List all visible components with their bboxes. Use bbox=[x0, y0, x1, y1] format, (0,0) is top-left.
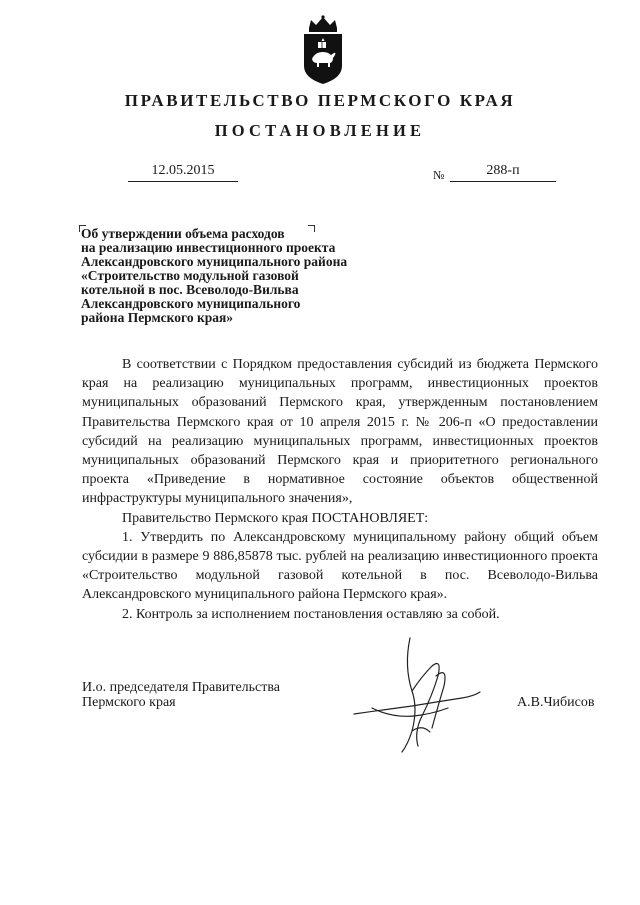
body-paragraph: 2. Контроль за исполнением постановления оставляю за собой. bbox=[122, 606, 500, 622]
document-subject bbox=[81, 227, 381, 325]
government-title: ПРАВИТЕЛЬСТВО ПЕРМСКОГО КРАЯ bbox=[124, 91, 516, 110]
subject-line: Александровского муниципального района bbox=[81, 254, 348, 269]
subject-line: «Строительство модульной газовой bbox=[81, 268, 299, 283]
signatory-title bbox=[82, 680, 280, 710]
signatory-title-line: Пермского края bbox=[82, 695, 176, 710]
number-sign: № bbox=[433, 168, 445, 182]
perm-krai-coat-of-arms-icon bbox=[297, 14, 349, 86]
subject-line: котельной в пос. Всеволодо-Вильва bbox=[81, 282, 299, 297]
subject-line: Александровского муниципального bbox=[81, 296, 301, 311]
subject-line: на реализацию инвестиционного проекта bbox=[81, 240, 336, 255]
signatory-title-line: И.о. председателя Правительства bbox=[82, 680, 281, 695]
document-date: 12.05.2015 bbox=[151, 163, 215, 178]
body-paragraph: В соответствии с Порядком предоставления субсидий из бюджета Пермского края на реализацию муниципальных программ, инвестиционных проектов муниципальных образований Пермского края, утвержденным постановлением Правительства Пермского края от 10 апреля 2015 г. № 206-п «О предоставлении субсидий на реализацию муниципальных программ, инвестиционных проектов муниципальных образований Пермского края и приоритетного регионального проекта «Приведение в нормативное состояние объектов общественной инфраструктуры муниципального значения», bbox=[82, 357, 598, 507]
signatory-name: А.В.Чибисов bbox=[517, 695, 595, 710]
handwritten-signature bbox=[352, 636, 482, 756]
body-paragraph: 1. Утвердить по Александровскому муниципальному району общий объем субсидии в размере 9 886,85878 тыс. рублей на реализацию инвестиционного проекта «Строительство модульной газовой котельной в пос. Всеволодо-Вильва Александровского муниципального района Пермского края». bbox=[82, 529, 598, 603]
document-type: ПОСТАНОВЛЕНИЕ bbox=[214, 121, 426, 140]
resolution-heading: Правительство Пермского края ПОСТАНОВЛЯЕТ: bbox=[122, 510, 429, 526]
document-body bbox=[82, 355, 598, 624]
document-number: 288-п bbox=[486, 163, 520, 178]
subject-line: района Пермского края» bbox=[81, 310, 234, 325]
subject-line: Об утверждении объема расходов bbox=[81, 226, 285, 241]
